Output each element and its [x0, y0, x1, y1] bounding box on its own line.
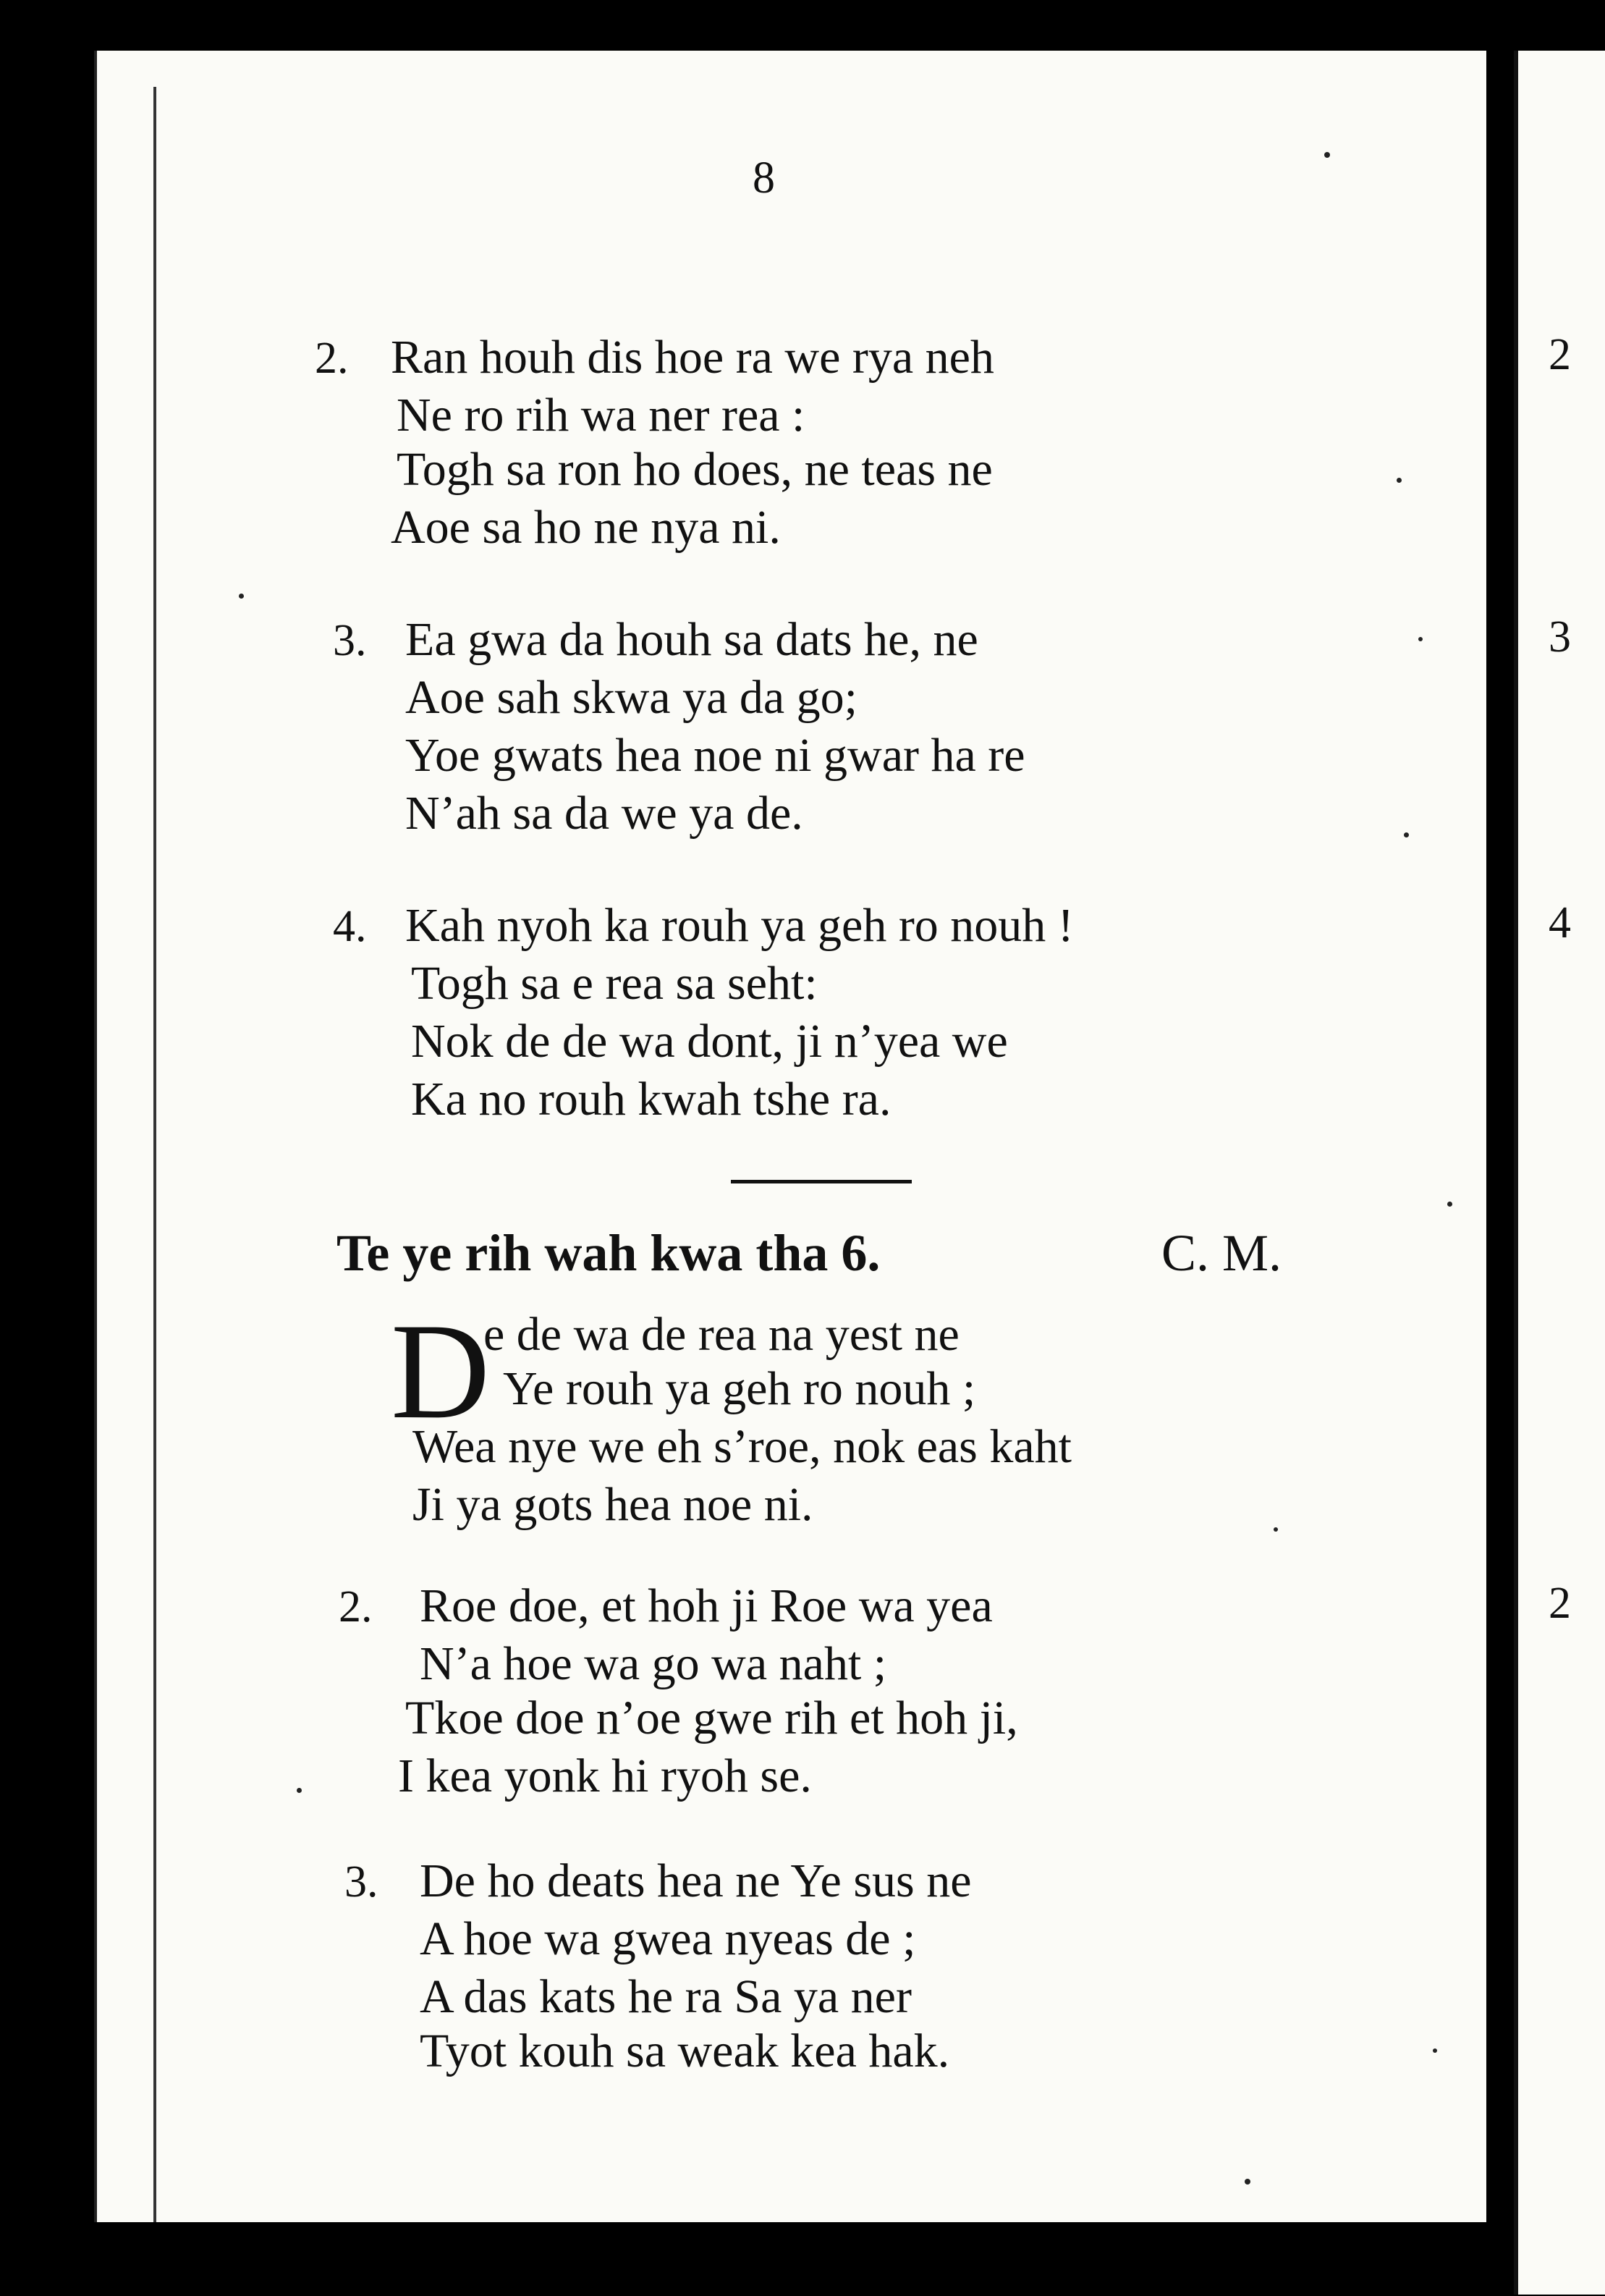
stanza-number: 4.: [333, 902, 367, 951]
hymn-meter: C. M.: [1161, 1224, 1282, 1282]
drop-cap: D: [391, 1296, 491, 1448]
verse-line: Aoe sa ho ne nya ni.: [391, 501, 781, 554]
page-number: 8: [753, 153, 775, 203]
adjacent-page-glyph: 3: [1549, 612, 1571, 662]
adjacent-page-glyph: 2: [1549, 330, 1571, 379]
adjacent-page-glyph: 2: [1549, 1579, 1571, 1628]
section-divider: [731, 1180, 912, 1183]
verse-line: I kea yonk hi ryoh se.: [398, 1750, 812, 1802]
stanza-number: 3.: [333, 616, 367, 665]
verse-line: Ea gwa da houh sa dats he, ne: [405, 613, 978, 666]
verse-line: Tyot kouh sa weak kea hak.: [420, 2025, 950, 2077]
scan-speck: [1404, 832, 1409, 837]
scan-speck: [1433, 2048, 1437, 2053]
verse-line: Ran houh dis hoe ra we rya neh: [391, 331, 994, 384]
stanza-number: 3.: [344, 1857, 378, 1907]
verse-line: De ho deats hea ne Ye sus ne: [420, 1854, 972, 1907]
scan-speck: [1324, 152, 1330, 158]
scan-speck: [1274, 1527, 1278, 1532]
scan-speck: [239, 594, 244, 599]
scan-speck: [1397, 478, 1402, 483]
verse-line: A das kats he ra Sa ya ner: [420, 1970, 912, 2023]
verse-line: A hoe wa gwea nyeas de ;: [420, 1912, 916, 1965]
verse-line: Tkoe doe n’oe gwe rih et hoh ji,: [405, 1692, 1018, 1744]
verse-line: Aoe sah skwa ya da go;: [405, 671, 858, 724]
binding-edge: [153, 87, 156, 2222]
verse-line: Ne ro rih wa ner rea :: [397, 389, 805, 442]
verse-line: Roe doe, et hoh ji Roe wa yea: [420, 1579, 993, 1632]
verse-line: e de wa de rea na yest ne: [483, 1308, 960, 1361]
verse-line: Ka no rouh kwah tshe ra.: [411, 1073, 892, 1126]
verse-line: N’a hoe wa go wa naht ;: [420, 1637, 887, 1690]
scan-speck: [1447, 1202, 1452, 1207]
adjacent-page-edge: [1514, 51, 1605, 2295]
adjacent-page-glyph: 4: [1549, 898, 1571, 947]
verse-line: Wea nye we eh s’roe, nok eas kaht: [412, 1420, 1072, 1473]
verse-line: N’ah sa da we ya de.: [405, 787, 803, 840]
scan-speck: [297, 1788, 302, 1793]
verse-line: Kah nyoh ka rouh ya geh ro nouh !: [405, 899, 1074, 952]
verse-line: Togh sa e rea sa seht:: [411, 957, 818, 1010]
verse-line: Ji ya gots hea noe ni.: [412, 1478, 813, 1531]
verse-line: Ye rouh ya geh ro nouh ;: [503, 1362, 976, 1415]
verse-line: Togh sa ron ho does, ne teas ne: [397, 443, 993, 496]
scan-speck: [1418, 637, 1423, 641]
stanza-number: 2.: [339, 1582, 373, 1632]
stanza-number: 2.: [315, 334, 349, 383]
scan-speck: [1245, 2179, 1250, 2185]
verse-line: Nok de de wa dont, ji n’yea we: [411, 1015, 1008, 1068]
hymn-title: Te ye rih wah kwa tha 6.: [336, 1224, 881, 1282]
verse-line: Yoe gwats hea noe ni gwar ha re: [405, 729, 1025, 782]
